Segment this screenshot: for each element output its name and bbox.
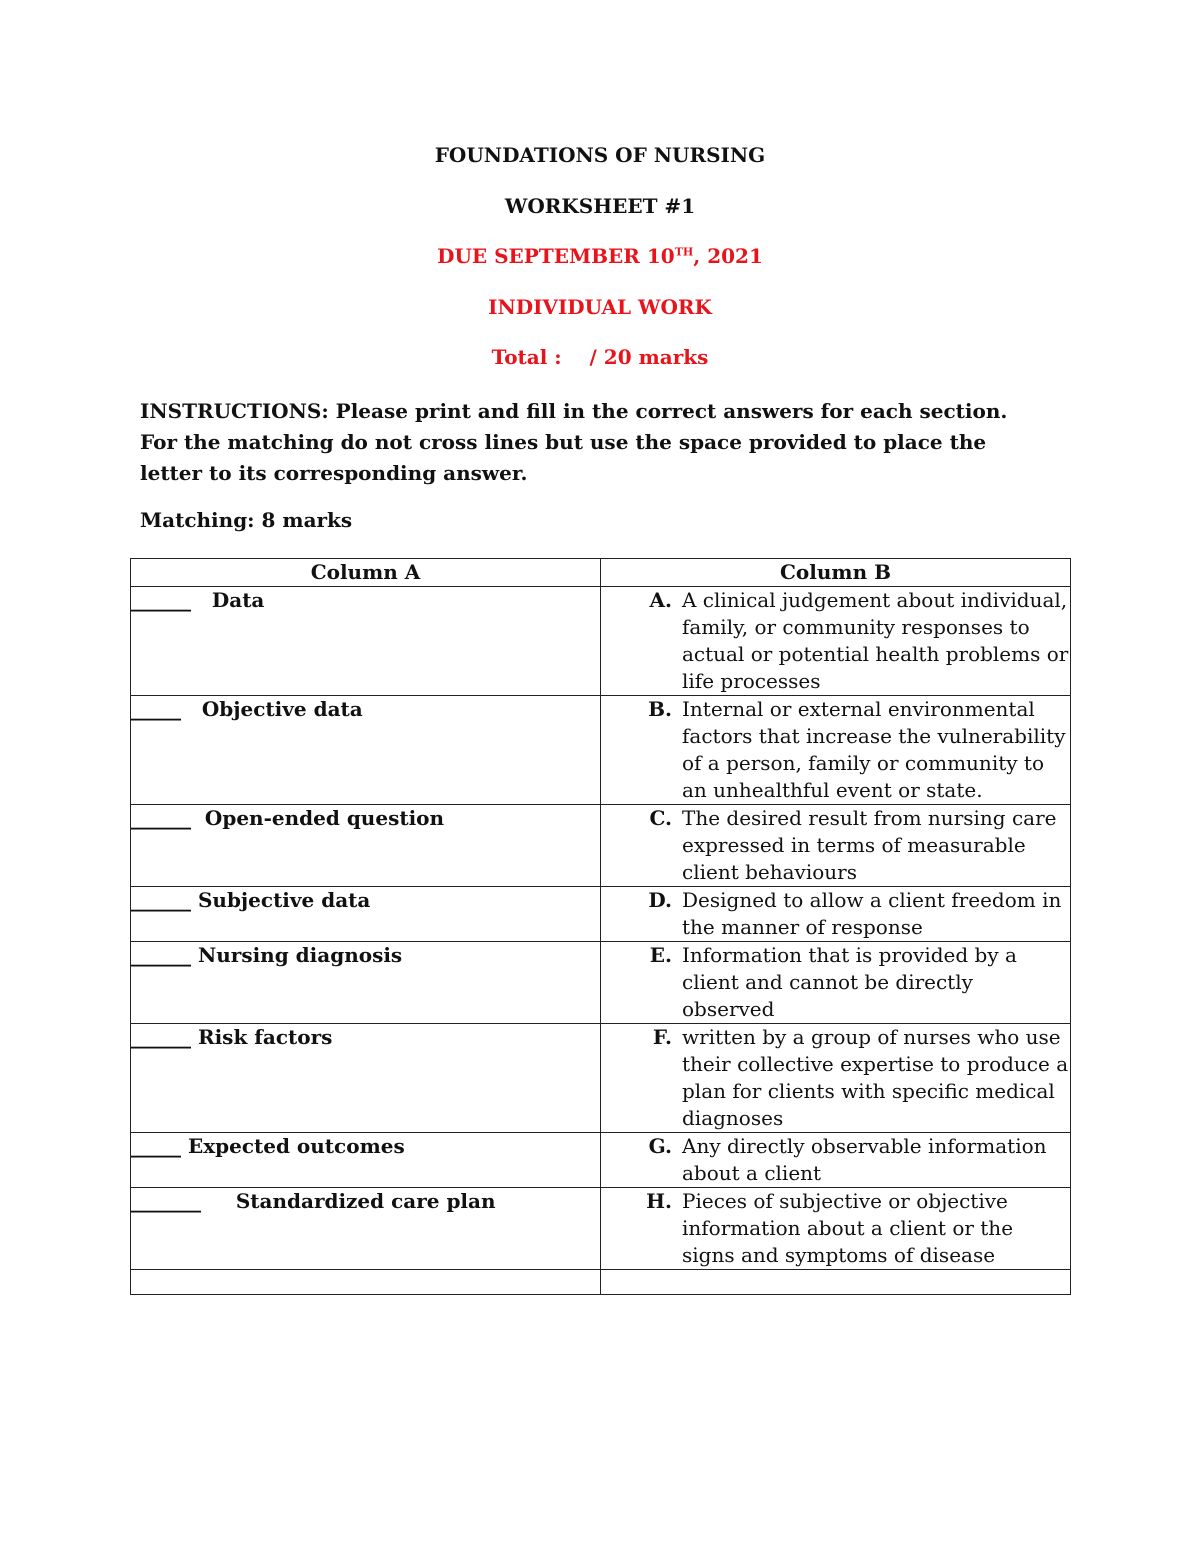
total-marks: Total : / 20 marks <box>491 345 709 369</box>
option-letter: A. <box>649 588 672 612</box>
answer-blank-term[interactable]: ______ Subjective data <box>131 888 371 912</box>
individual-work-label: INDIVIDUAL WORK <box>488 295 712 319</box>
document-title: FOUNDATIONS OF NURSING <box>434 143 766 167</box>
matching-section-label: Matching: 8 marks <box>140 508 353 532</box>
option-letter: B. <box>648 697 672 721</box>
instructions-paragraph: INSTRUCTIONS: Please print and fill in the correct answers for each section. For the matching do not cross lines but use the space provided to place the letter to its corresponding answer. <box>140 399 1008 485</box>
answer-blank-term[interactable]: ______ Data <box>131 588 265 612</box>
empty-cell <box>601 1270 1071 1295</box>
table-row <box>131 1188 1071 1270</box>
option-letter: F. <box>652 1025 672 1049</box>
option-letter: E. <box>649 943 672 967</box>
table-row <box>131 1133 1071 1188</box>
table-row <box>131 942 1071 1024</box>
answer-blank-term[interactable]: ______ Risk factors <box>131 1025 333 1049</box>
due-date-superscript: TH <box>674 245 694 259</box>
column-a-header: Column A <box>131 559 601 587</box>
table-row <box>131 805 1071 887</box>
option-letter: G. <box>648 1134 672 1158</box>
option-definition: Information that is provided by a client and cannot be directly observed <box>682 943 1017 1021</box>
empty-table-row <box>131 1270 1071 1295</box>
table-row <box>131 1024 1071 1133</box>
column-b-header: Column B <box>601 559 1071 587</box>
option-definition: Pieces of subjective or objective information about a client or the signs and symptoms of disease <box>682 1189 1014 1267</box>
due-date-suffix: , 2021 <box>693 244 763 268</box>
answer-blank-term[interactable]: _____ Expected outcomes <box>131 1134 405 1158</box>
table-row <box>131 587 1071 696</box>
answer-blank-term[interactable]: _____ Objective data <box>131 697 363 721</box>
empty-cell <box>131 1270 601 1295</box>
option-letter: C. <box>649 806 672 830</box>
option-definition: The desired result from nursing care expressed in terms of measurable client behaviours <box>682 806 1057 884</box>
option-definition: Internal or external environmental factors that increase the vulnerability of a person, family or community to an unhealthful event or state. <box>682 697 1066 802</box>
worksheet-number: WORKSHEET #1 <box>504 194 696 218</box>
answer-blank-term[interactable]: _______ Standardized care plan <box>131 1189 496 1213</box>
option-definition: Designed to allow a client freedom in the manner of response <box>682 888 1062 939</box>
answer-blank-term[interactable]: ______ Nursing diagnosis <box>131 943 403 967</box>
table-row <box>131 887 1071 942</box>
table-header-row <box>131 559 1071 587</box>
due-date-prefix: DUE SEPTEMBER 10 <box>437 244 675 268</box>
table-row <box>131 696 1071 805</box>
due-date <box>0 244 1200 268</box>
option-definition: written by a group of nurses who use their collective expertise to produce a plan for clients with specific medical diagnoses <box>682 1025 1069 1130</box>
option-definition: A clinical judgement about individual, family, or community responses to actual or potential health problems or life processes <box>682 588 1069 693</box>
answer-blank-term[interactable]: ______ Open-ended question <box>131 806 445 830</box>
matching-table <box>130 558 1071 1295</box>
option-letter: D. <box>648 888 672 912</box>
option-letter: H. <box>646 1189 672 1213</box>
option-definition: Any directly observable information about a client <box>682 1134 1047 1185</box>
